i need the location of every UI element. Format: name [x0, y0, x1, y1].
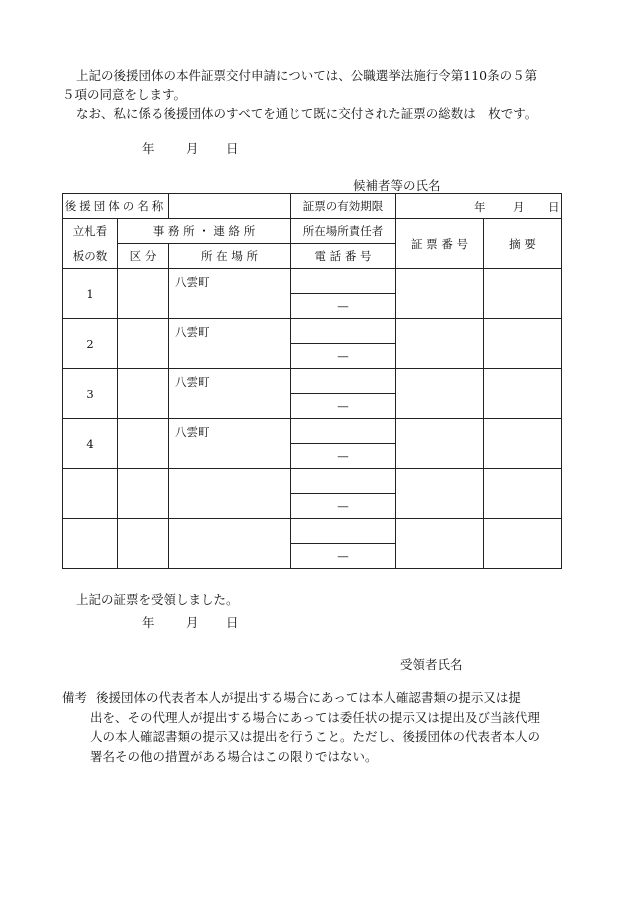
col-remarks: 摘 要: [484, 219, 562, 269]
validity-month: 月: [513, 200, 525, 214]
row-3-num: 3: [63, 369, 118, 419]
note-head: 備考: [62, 690, 88, 705]
row-4-num: 4: [63, 419, 118, 469]
row-2-phone[interactable]: —: [291, 344, 396, 369]
row-2-place[interactable]: 八雲町: [169, 319, 291, 369]
col-office: 事 務 所 ・ 連 絡 所: [118, 219, 291, 244]
validity-day: 日: [548, 200, 560, 214]
intro-line-3: なお、私に係る後援団体のすべてを通じて既に交付された証票の総数は 枚です。: [76, 106, 538, 121]
row-4-cert-no[interactable]: [396, 419, 484, 469]
row-5-num: [63, 469, 118, 519]
row-2-num: 2: [63, 319, 118, 369]
row-3-remarks[interactable]: [484, 369, 562, 419]
intro-line-2: ５項の同意をします。: [62, 87, 187, 102]
note-line-1: 後援団体の代表者本人が提出する場合にあっては本人確認書類の提示又は提: [96, 690, 521, 705]
row-6-manager[interactable]: [291, 519, 396, 544]
row-1-phone[interactable]: —: [291, 294, 396, 319]
row-4-category[interactable]: [118, 419, 169, 469]
row-3-category[interactable]: [118, 369, 169, 419]
col-manager: 所在場所責任者: [291, 219, 396, 244]
row-5-cert-no[interactable]: [396, 469, 484, 519]
row-5-phone[interactable]: —: [291, 494, 396, 519]
row-1-category[interactable]: [118, 269, 169, 319]
row-4-place[interactable]: 八雲町: [169, 419, 291, 469]
receipt-text: 上記の証票を受領しました。: [76, 592, 239, 607]
row-3-phone[interactable]: —: [291, 394, 396, 419]
row-4-phone[interactable]: —: [291, 444, 396, 469]
receiver-name-label: 受領者氏名: [400, 657, 463, 672]
row-1-manager[interactable]: [291, 269, 396, 294]
row-1-place[interactable]: 八雲町: [169, 269, 291, 319]
row-3-place[interactable]: 八雲町: [169, 369, 291, 419]
row-5-remarks[interactable]: [484, 469, 562, 519]
row-2-manager[interactable]: [291, 319, 396, 344]
col-board-count-2: 板の数: [63, 244, 118, 269]
col-category: 区 分: [118, 244, 169, 269]
date1-day: 日: [226, 141, 239, 156]
row-6-phone[interactable]: —: [291, 544, 396, 569]
row-6-place[interactable]: [169, 519, 291, 569]
col-cert-no: 証 票 番 号: [396, 219, 484, 269]
col-location: 所 在 場 所: [169, 244, 291, 269]
row-5-manager[interactable]: [291, 469, 396, 494]
group-name-label: 後援団体の名称: [63, 194, 169, 219]
row-4-remarks[interactable]: [484, 419, 562, 469]
row-2-category[interactable]: [118, 319, 169, 369]
row-2-cert-no[interactable]: [396, 319, 484, 369]
note-body: [90, 688, 568, 766]
date1-month: 月: [186, 141, 199, 156]
col-board-count-1: 立札看: [63, 219, 118, 244]
row-6-cert-no[interactable]: [396, 519, 484, 569]
col-phone: 電 話 番 号: [291, 244, 396, 269]
note-line-2: 出を、その代理人が提出する場合にあっては委任状の提示又は提出及び当該代理: [90, 709, 540, 725]
intro-line-1: 上記の後援団体の本件証票交付申請については、公職選挙法施行令第110条の５第: [76, 68, 538, 83]
note-line-4: 署名その他の措置がある場合はこの限りではない。: [90, 748, 378, 764]
row-1-cert-no[interactable]: [396, 269, 484, 319]
validity-date-cell[interactable]: [396, 194, 562, 219]
row-2-remarks[interactable]: [484, 319, 562, 369]
note-line-3: 人の本人確認書類の提示又は提出を行うこと。ただし、後援団体の代表者本人の: [90, 729, 541, 744]
row-1-num: 1: [63, 269, 118, 319]
date1-year: 年: [142, 141, 155, 156]
row-5-category[interactable]: [118, 469, 169, 519]
validity-year: 年: [474, 200, 486, 214]
row-3-manager[interactable]: [291, 369, 396, 394]
row-3-cert-no[interactable]: [396, 369, 484, 419]
row-5-place[interactable]: [169, 469, 291, 519]
row-4-manager[interactable]: [291, 419, 396, 444]
row-6-remarks[interactable]: [484, 519, 562, 569]
row-6-category[interactable]: [118, 519, 169, 569]
date2-year: 年: [142, 615, 155, 630]
row-1-remarks[interactable]: [484, 269, 562, 319]
date2-month: 月: [186, 615, 199, 630]
validity-label: 証票の有効期限: [291, 194, 396, 219]
candidate-name-label: 候補者等の氏名: [353, 178, 441, 193]
intro-paragraph: [62, 66, 570, 123]
group-name-value[interactable]: [169, 194, 291, 219]
certificate-form-table: [62, 193, 562, 569]
date2-day: 日: [226, 615, 239, 630]
row-6-num: [63, 519, 118, 569]
